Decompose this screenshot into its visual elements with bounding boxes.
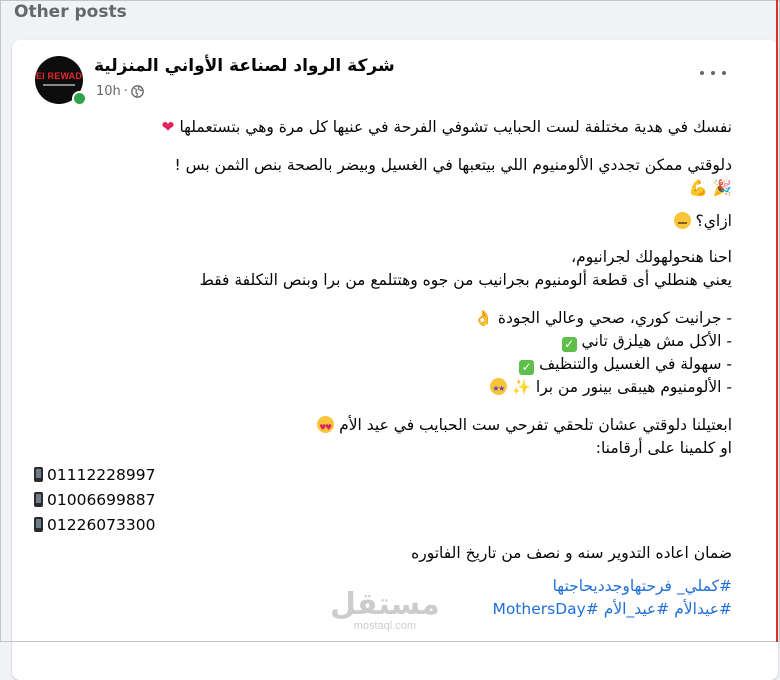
more-options-icon[interactable] (700, 66, 726, 80)
post-line-2-emoji (32, 177, 732, 199)
phone-number-2[interactable]: 01006699887 (47, 491, 156, 509)
post-bullet-1 (32, 307, 732, 329)
post-bullet-2 (32, 330, 732, 352)
online-status-dot (72, 91, 87, 106)
avatar-logo-text: El REWAD (35, 71, 83, 81)
post-meta (96, 84, 144, 99)
globe-icon[interactable] (131, 85, 144, 98)
post-bullet-4-text: - الألومنيوم هيبقى بينور من برا (535, 378, 732, 396)
check-mark-icon: ✓ (519, 360, 534, 375)
phone-line-3 (34, 514, 734, 536)
post-bullet-4 (32, 376, 732, 398)
watermark-url: mostaql.com (353, 620, 417, 632)
avatar-logo-underline (43, 84, 75, 86)
post-line-3 (32, 210, 732, 232)
hashtag-line-1[interactable]: #كملي_ فرحتهاوجدديحاجتها (552, 577, 732, 595)
selection-edge (776, 0, 778, 642)
post-card (12, 40, 778, 680)
post-bullet-2-text: - الأكل مش هيلزق تاني (581, 332, 732, 350)
heart-eyes-face-icon (317, 416, 334, 433)
post-line-1-text: نفسك في هدية مختلفة لست الحبايب تشوفي الفرحة في عنيها كل مرة وهي بتستعملها (179, 118, 732, 136)
watermark-logo-text: مستقل (330, 587, 440, 622)
post-line-4-text: احنا هنحولهولك لجرانيوم، (571, 248, 732, 266)
post-line-2-text: دلوقتي ممكن تجددي الألومنيوم اللي بيتعبها في الغسيل وبيضر بالصحة بنص الثمن بس ! (174, 156, 732, 174)
mobile-phone-icon (34, 467, 43, 482)
mobile-phone-icon (34, 492, 43, 507)
phone-line-2 (34, 489, 734, 511)
post-line-3-text: ازاي؟ (695, 212, 732, 230)
meta-separator: · (123, 84, 128, 99)
flexed-arm-icon: 💪 (688, 179, 708, 197)
hashtag-line-2[interactable]: #عيدالأم #عيد_الأم #MothersDay (492, 600, 732, 618)
post-bullet-3-text: - سهولة في الغسيل والتنظيف (539, 355, 732, 373)
mostaql-watermark (330, 587, 440, 632)
post-line-cta (32, 414, 732, 436)
check-mark-icon: ✓ (562, 337, 577, 352)
warranty-line (32, 542, 732, 564)
red-heart-icon: ❤ (161, 118, 175, 136)
post-line-contact-text: او كلمينا على أرقامنا: (595, 439, 732, 457)
phone-line-1 (34, 464, 734, 486)
mobile-phone-icon (34, 517, 43, 532)
party-popper-icon: 🎉 (712, 179, 732, 197)
post-line-contact (32, 437, 732, 459)
post-bullet-3 (32, 353, 732, 375)
post-line-2 (32, 154, 732, 176)
post-line-1 (32, 116, 732, 138)
post-line-4 (32, 246, 732, 268)
thinking-face-icon (674, 212, 691, 229)
star-struck-face-icon (490, 378, 507, 395)
phone-number-1[interactable]: 01112228997 (47, 466, 156, 484)
post-line-cta-text: ابعتيلنا دلوقتي عشان تلحقي تفرحي ست الحبايب في عيد الأم (339, 416, 732, 434)
section-title: Other posts (14, 2, 127, 22)
page-name-link[interactable]: شركة الرواد لصناعة الأواني المنزلية (94, 56, 395, 76)
phone-number-3[interactable]: 01226073300 (47, 516, 156, 534)
sparkles-icon: ✨ (512, 378, 531, 396)
post-bullet-1-text: - جرانيت كوري، صحي وعالي الجودة (497, 309, 732, 327)
ok-hand-icon: 👌 (474, 309, 493, 327)
post-line-5-text: يعني هنطلي أى قطعة ألومنيوم بجرانيب من جوه وهتتلمع من برا وبنص التكلفة فقط (199, 271, 732, 289)
post-time[interactable]: 10h (96, 84, 121, 99)
warranty-text: ضمان اعاده التدوير سنه و نصف من تاريخ الفاتوره (411, 544, 732, 562)
post-line-5 (32, 269, 732, 291)
